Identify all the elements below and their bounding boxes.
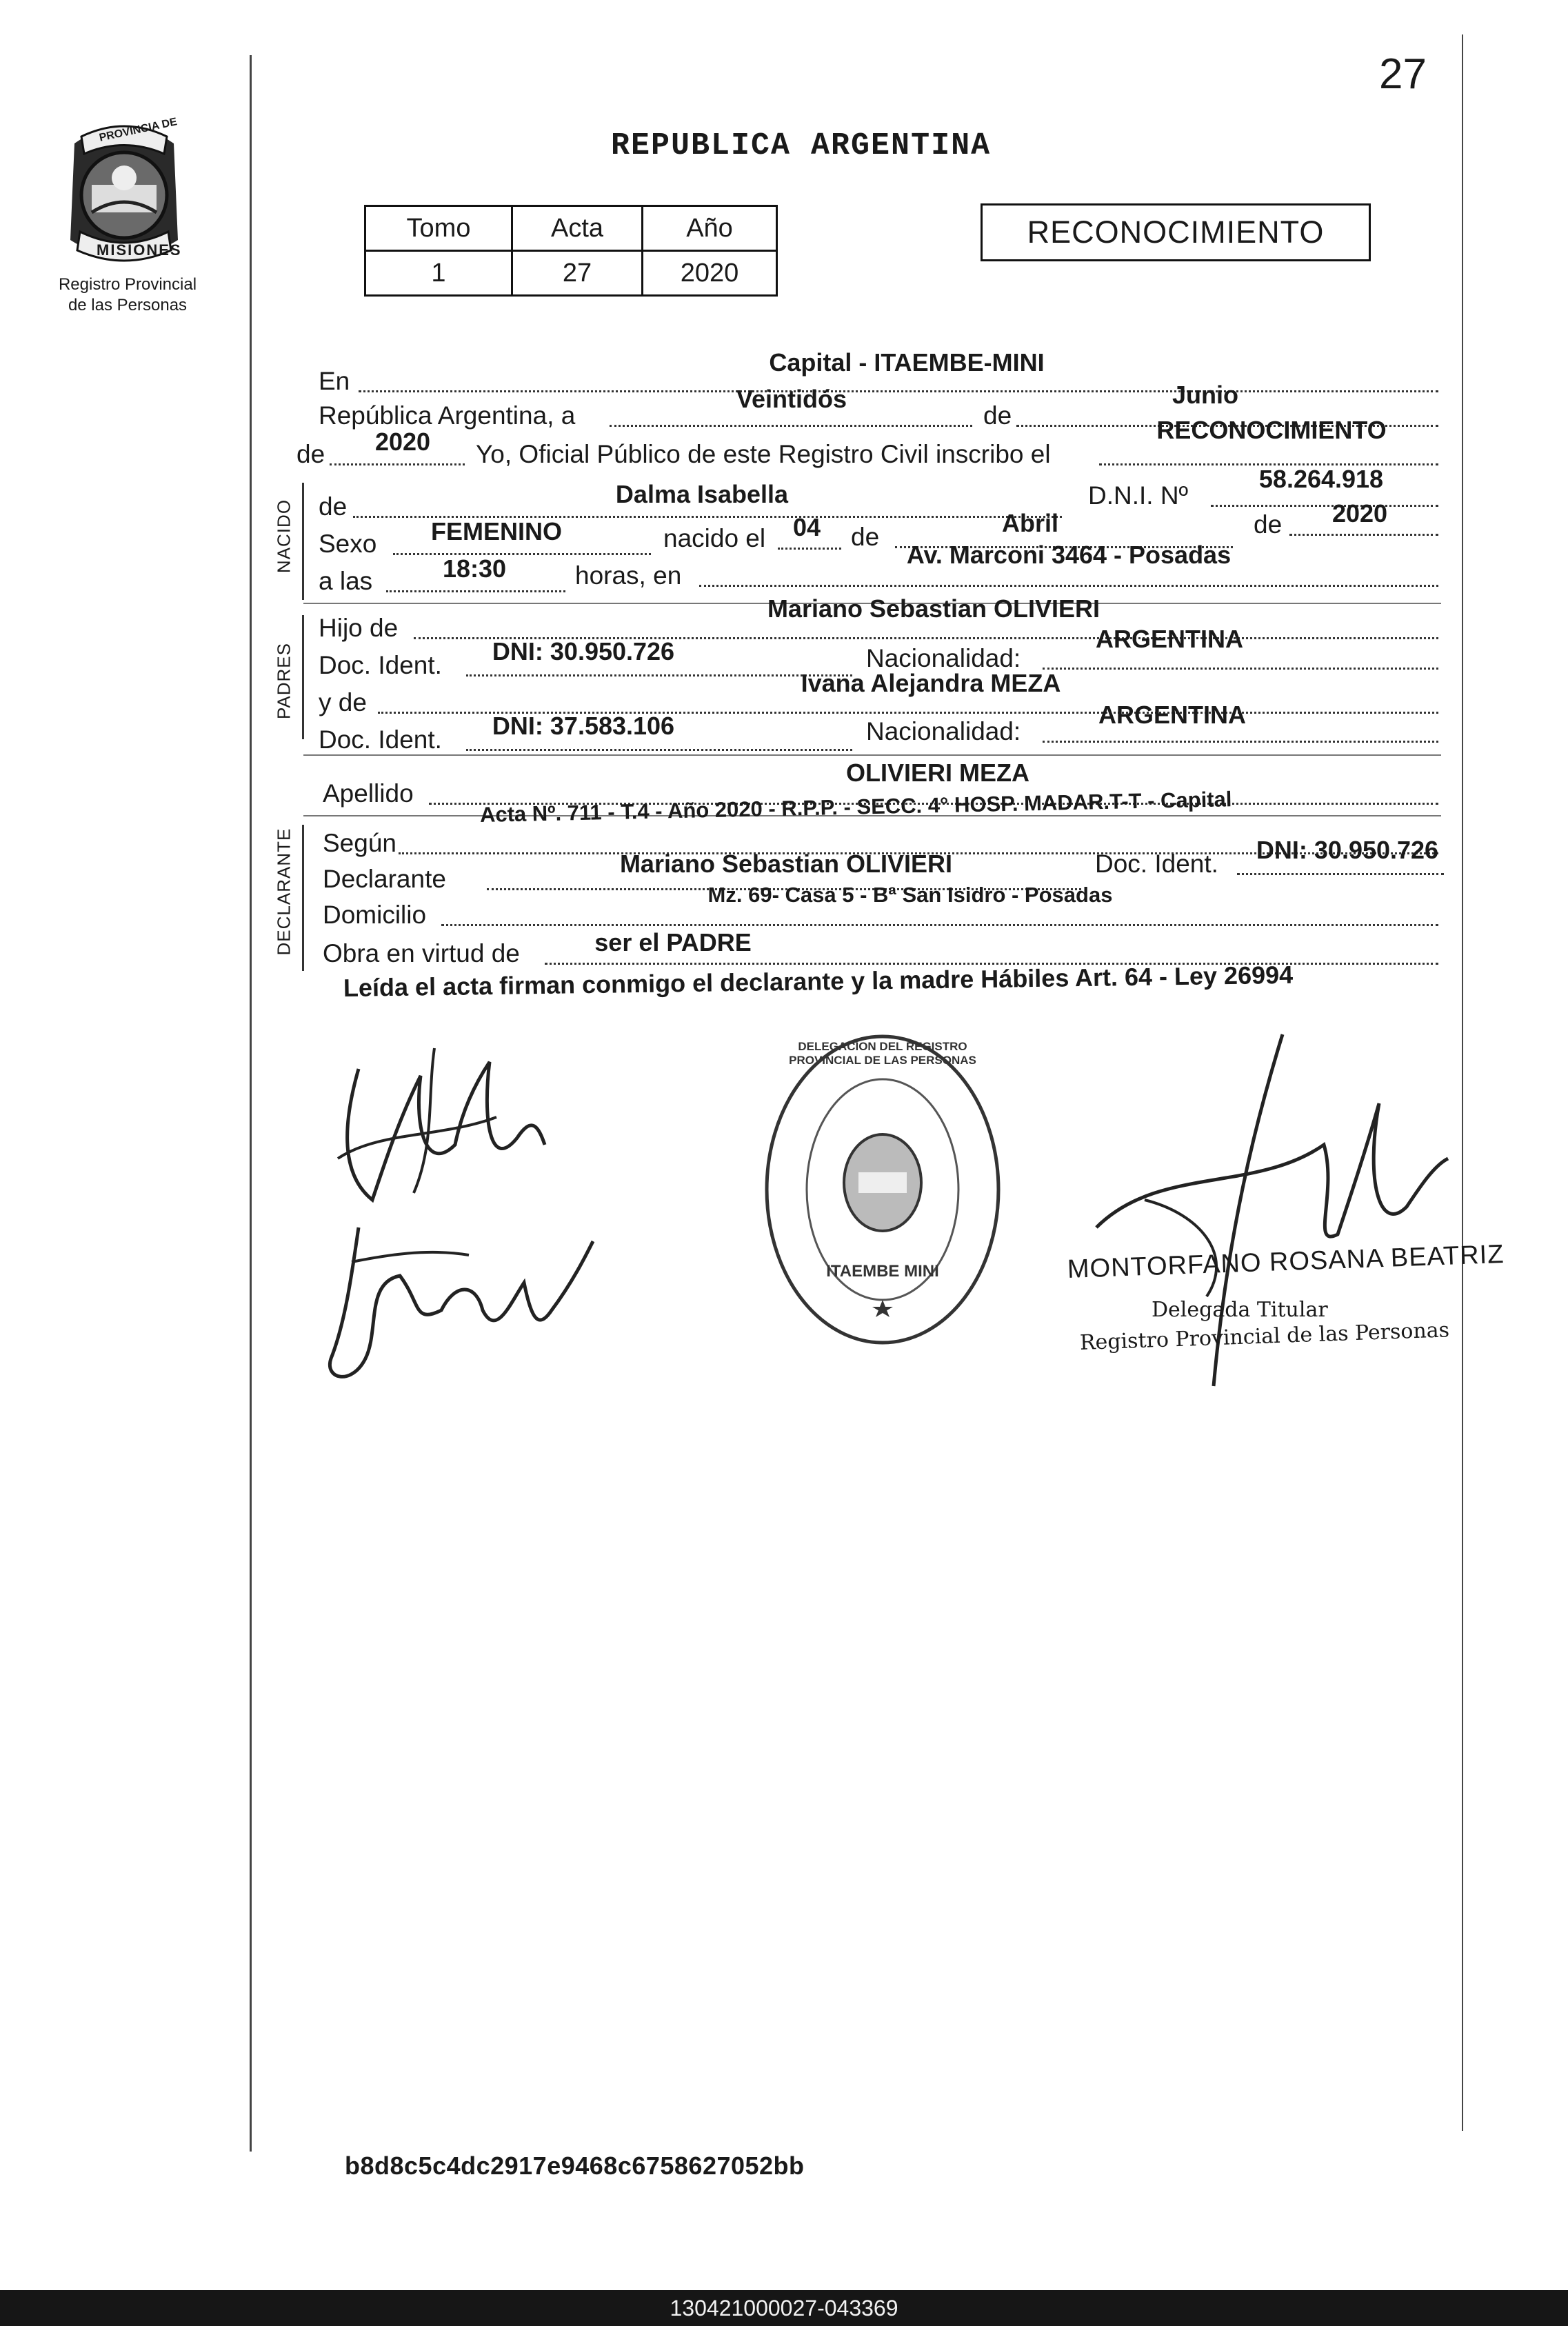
- dots-dia: [610, 425, 972, 427]
- dots-en: [359, 390, 1438, 392]
- logo-caption-line2: de las Personas: [68, 296, 188, 314]
- official-seal: [758, 1027, 1007, 1352]
- value-mes-nac: Abril: [1001, 509, 1059, 537]
- dots-domicilio: [441, 924, 1438, 926]
- mother-signature: [303, 1200, 607, 1407]
- side-label-nacido: NACIDO: [273, 499, 294, 574]
- label-nacido-el: nacido el: [663, 524, 766, 552]
- page-number: 27: [1379, 50, 1427, 98]
- label-horas-en: horas, en: [575, 561, 682, 590]
- bracket-declarante: [302, 825, 304, 971]
- table-header-acta: Acta: [512, 206, 643, 251]
- value-anio-nac: 2020: [1331, 499, 1388, 528]
- value-declarante: Mariano Sebastian OLIVIERI: [619, 850, 953, 878]
- label-declarante: Declarante: [323, 865, 446, 893]
- footer-code: 130421000027-043369: [670, 2295, 898, 2320]
- value-lugar-nac: Av. Marconi 3464 - Posadas: [906, 541, 1232, 569]
- separator-padres-apellido: [303, 754, 1441, 756]
- label-nac-padre: Nacionalidad:: [866, 644, 1021, 672]
- value-doc-padre: DNI: 30.950.726: [492, 637, 675, 665]
- official-signature: [1076, 1027, 1462, 1414]
- label-sexo: Sexo: [319, 530, 377, 558]
- logo-caption: [28, 274, 228, 316]
- value-anio: 2020: [374, 428, 431, 456]
- label-yo: Yo, Oficial Público de este Registro Civil inscribo el: [476, 440, 1051, 468]
- label-de-anio-nac: de: [1254, 510, 1283, 539]
- label-domicilio: Domicilio: [323, 901, 427, 929]
- label-dni: D.N.I. Nº: [1088, 481, 1189, 510]
- table-header-anio: Año: [643, 206, 777, 251]
- dots-anio-nac: [1289, 534, 1438, 536]
- record-table: [364, 205, 778, 297]
- value-obra: ser el PADRE: [594, 928, 752, 956]
- label-hijo-de: Hijo de: [319, 614, 399, 642]
- label-de-nombre: de: [319, 492, 348, 521]
- value-mes: Junio: [1172, 381, 1238, 409]
- value-dia: Veintidós: [736, 385, 847, 413]
- table-value-acta: 27: [512, 251, 643, 296]
- bracket-padres: [302, 615, 304, 739]
- label-doc-padre: Doc. Ident.: [319, 651, 442, 679]
- seal-inner-text: ITAEMBE MINI: [826, 1262, 939, 1281]
- table-value-tomo: 1: [365, 251, 512, 296]
- label-obra: Obra en virtud de: [323, 939, 520, 968]
- logo-text-bottom: MISIONES: [97, 241, 182, 259]
- dots-nac-madre: [1043, 741, 1438, 743]
- value-apellido: OLIVIERI MEZA: [845, 759, 1030, 787]
- value-doc-madre: DNI: 37.583.106: [492, 712, 675, 740]
- label-segun: Según: [323, 829, 396, 857]
- official-title: Delegada Titular: [1152, 1298, 1328, 1322]
- dots-hora: [386, 590, 565, 592]
- logo-caption-line1: Registro Provincial: [58, 275, 197, 294]
- value-padre: Mariano Sebastian OLIVIERI: [767, 594, 1100, 623]
- side-label-declarante: DECLARANTE: [273, 828, 294, 956]
- dots-dni: [1211, 505, 1438, 507]
- table-value-anio: 2020: [643, 251, 777, 296]
- value-domicilio: Mz. 69- Casa 5 - Bª San Isidro - Posadas: [707, 883, 1113, 907]
- label-doc-declarante: Doc. Ident.: [1095, 850, 1218, 878]
- dots-nac-padre: [1043, 668, 1438, 670]
- value-dia-nac: 04: [792, 513, 821, 541]
- official-office: Registro Provincial de las Personas: [1079, 1318, 1450, 1355]
- table-header-tomo: Tomo: [365, 206, 512, 251]
- right-margin-line: [1462, 34, 1463, 2131]
- label-doc-madre: Doc. Ident.: [319, 725, 442, 754]
- dots-doc-padre: [466, 674, 852, 676]
- dots-dia-nac: [778, 548, 841, 550]
- label-a-las: a las: [319, 567, 373, 595]
- value-sexo: FEMENINO: [430, 517, 563, 545]
- label-de-anio: de: [296, 440, 325, 468]
- closing-statement: Leída el acta firman conmigo el declarante y la madre Hábiles Art. 64 - Ley 26994: [343, 960, 1294, 1002]
- value-nombre: Dalma Isabella: [615, 480, 789, 508]
- footer-bar: [0, 2290, 1568, 2326]
- dots-lugar-nac: [699, 585, 1438, 587]
- value-doc-declarante: DNI: 30.950.726: [1256, 836, 1439, 864]
- value-segun: Acta Nº. 711 - T.4 - Año 2020 - R.P.P. - SECC. 4° HOSP. MADAR.T-T - Capital: [479, 787, 1232, 827]
- province-logo: [61, 116, 188, 269]
- label-en: En: [319, 367, 350, 395]
- signature-scribble-icon: [303, 1200, 607, 1407]
- value-lugar: Capital - ITAEMBE-MINI: [769, 348, 1045, 377]
- logo-text-top: PROVINCIA DE: [98, 116, 179, 144]
- value-nac-padre: ARGENTINA: [1096, 625, 1243, 653]
- official-name: MONTORFANO ROSANA BEATRIZ: [1067, 1239, 1505, 1284]
- label-republica: República Argentina, a: [319, 401, 576, 430]
- bracket-nacido: [302, 483, 304, 600]
- label-de-mes-nac: de: [851, 523, 880, 551]
- seal-icon: [758, 1027, 1007, 1352]
- label-de-mes: de: [983, 401, 1012, 430]
- label-y-de: y de: [319, 688, 367, 716]
- value-dni: 58.264.918: [1258, 465, 1384, 493]
- dots-sexo: [393, 553, 651, 555]
- document-hash: b8d8c5c4dc2917e9468c6758627052bb: [345, 2152, 805, 2180]
- value-acto: RECONOCIMIENTO: [1156, 416, 1387, 444]
- label-nac-madre: Nacionalidad:: [866, 717, 1021, 745]
- side-label-padres: PADRES: [273, 643, 294, 719]
- value-madre: Ivana Alejandra MEZA: [801, 669, 1061, 697]
- document-title: REPUBLICA ARGENTINA: [611, 128, 992, 163]
- dots-doc-madre: [466, 749, 852, 751]
- dots-doc-declarante: [1237, 873, 1444, 875]
- dots-anio: [330, 463, 465, 465]
- value-hora: 18:30: [442, 554, 507, 583]
- left-margin-line: [250, 55, 252, 2152]
- label-apellido: Apellido: [323, 779, 414, 808]
- act-type-box: RECONOCIMIENTO: [981, 203, 1371, 261]
- signature-scribble-icon: [1076, 1027, 1462, 1414]
- seal-ring-text: DELEGACION DEL REGISTRO PROVINCIAL DE LAS PERSONAS: [789, 1040, 976, 1067]
- value-nac-madre: ARGENTINA: [1098, 701, 1246, 729]
